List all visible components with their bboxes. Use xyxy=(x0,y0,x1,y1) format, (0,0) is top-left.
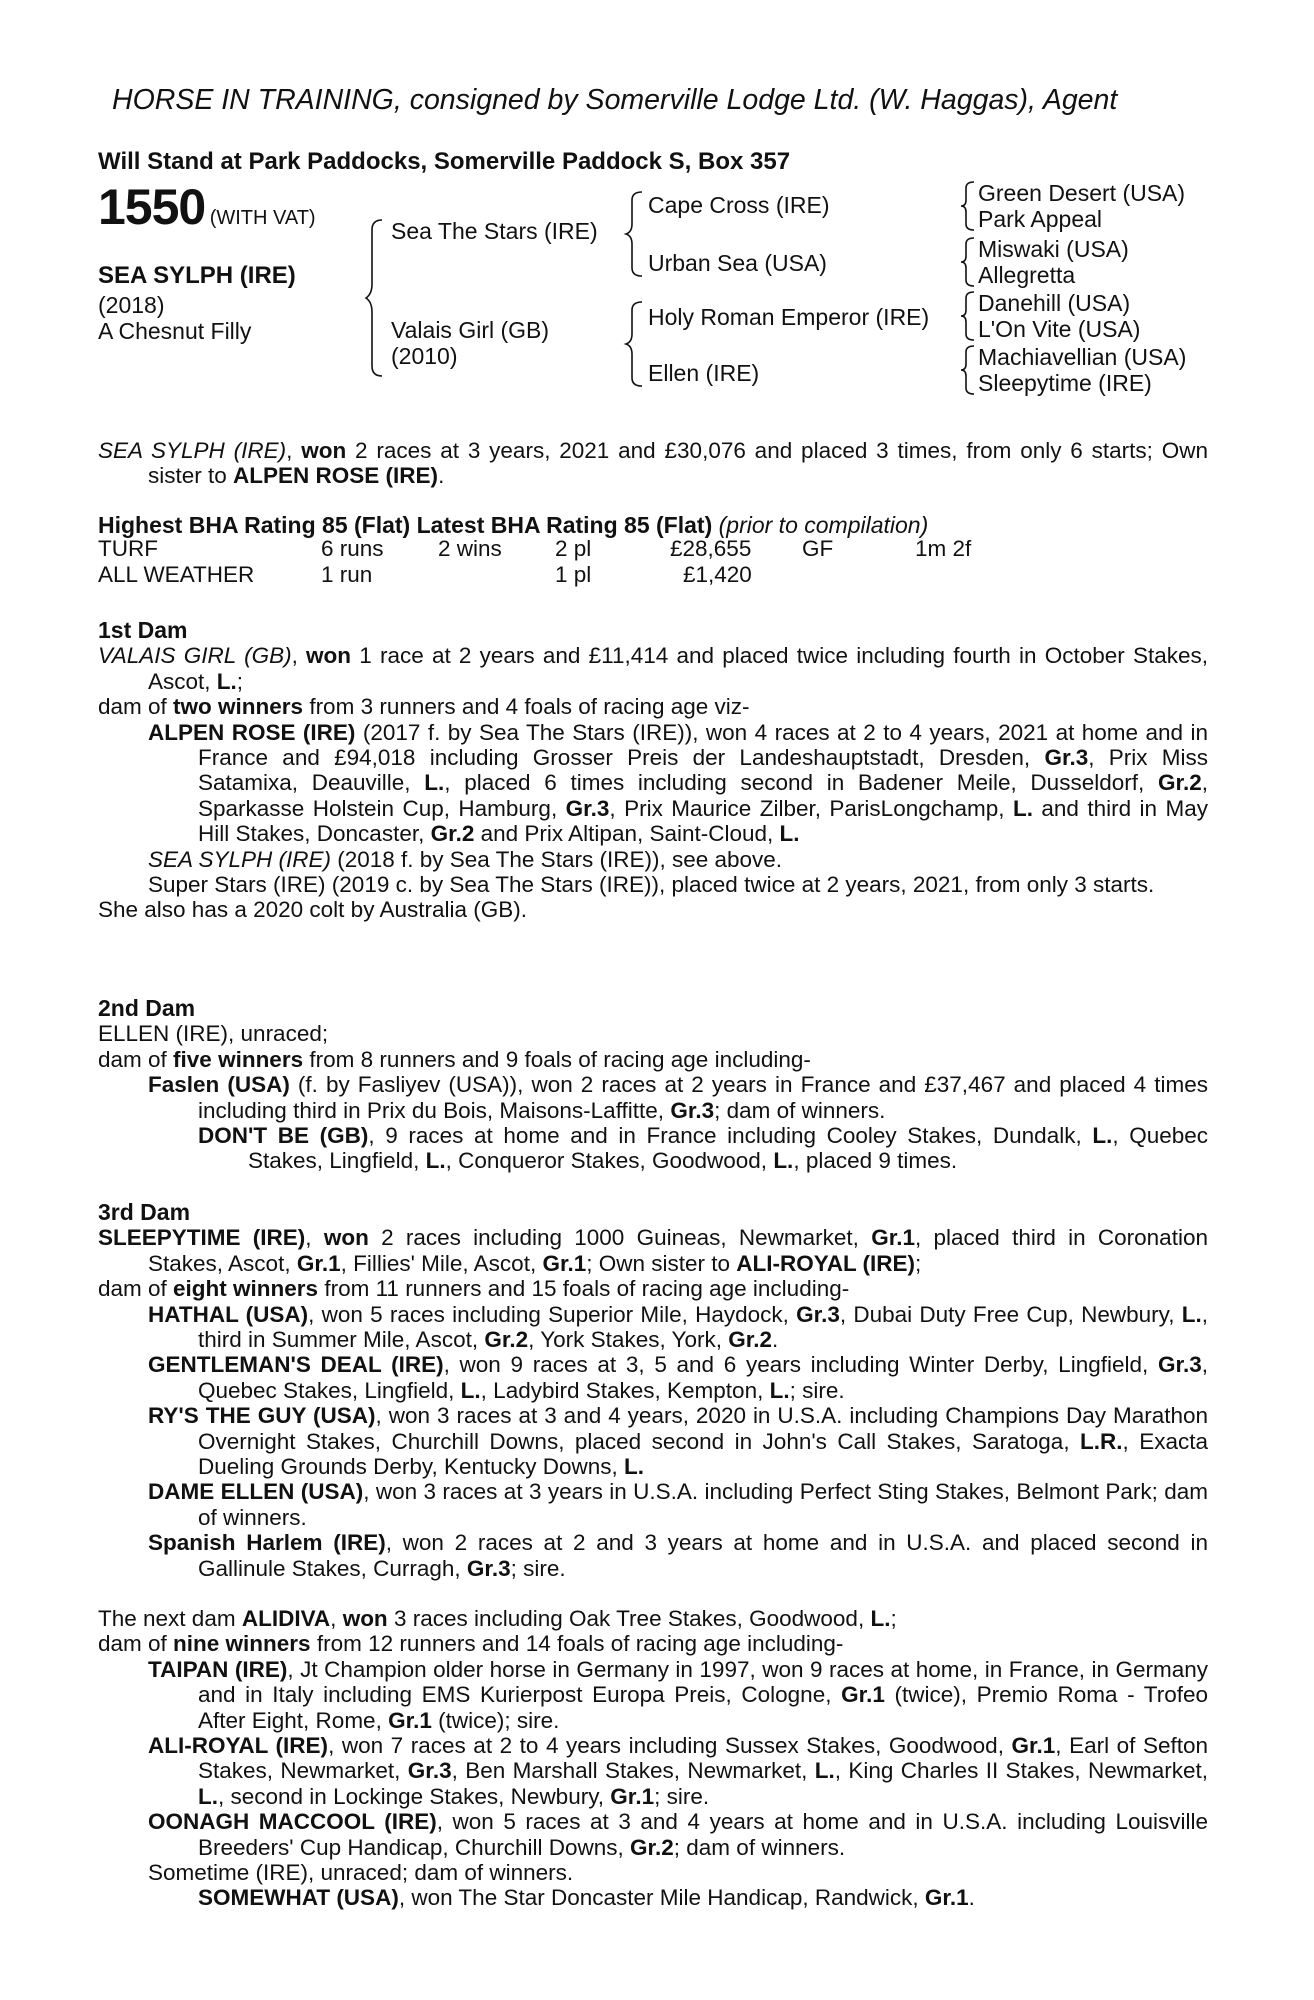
record-text: , won The Star Doncaster Mile Handicap, Randwick, xyxy=(398,1885,925,1911)
lot-number: 1550 xyxy=(98,179,206,235)
progeny-super-stars: Super Stars (IRE) (2019 c. by Sea The Stars (IRE)), placed twice at 2 years, 2021, from only 3 starts. xyxy=(148,872,1155,898)
pedigree-dd-bracket xyxy=(962,344,978,396)
record-text: ; dam of winners. xyxy=(714,1097,886,1123)
record-text: from 3 runners and 4 foals of racing age viz- xyxy=(303,694,750,720)
summary-sister: ALPEN ROSE (IRE) xyxy=(233,463,439,489)
pedigree-sss: Green Desert (USA) xyxy=(978,180,1186,206)
also-note: She also has a 2020 colt by Australia (GB). xyxy=(98,897,527,923)
record-text: dam of xyxy=(98,1631,174,1657)
third-dam-section: 3rd Dam SLEEPYTIME (IRE), won 2 races including 1000 Guineas, Newmarket, Gr.1, placed third in Coronation Stakes, Ascot, Gr.1, Fillies' Mile, Ascot, Gr.1; Own sister to ALI-ROYAL (IRE); dam of eight winners from 11 runners and 15 foals of racing age including- HATHAL (USA), won 5 races including Superior Mile, Haydock, Gr.3, Dubai Duty Free Cup, Newbury, L., third in Summer Mile, Ascot, Gr.2, York Stakes, York, Gr.2. GENTLEMAN'S DEAL (IRE), won 9 races at 3, 5 and 6 years including Winter Derby, Lingfield, Gr.3, Quebec Stakes, Lingfield, L., Ladybird Stakes, Kempton, L.; sire. RY'S THE GUY (USA), won 3 races at 3 and 4 years, 2020 in U.S.A. including Champions Day Marathon Overnight Stakes, Churchill Downs, placed second in John's Call Stakes, Saratoga, L.R., Exacta Dueling Grounds Derby, Kentucky Downs, L. DAME ELLEN (USA), won 3 races at 3 years in U.S.A. including Perfect Sting Stakes, Belmont Park; dam of winners. Spanish Harlem (IRE), won 2 races at 2 and 3 years at home and in U.S.A. and placed second in Gallinule Stakes, Curragh, Gr.3; sire. xyxy=(98,1199,1208,1581)
record-text: , Sparkasse Holstein Cup, Hamburg, xyxy=(198,770,1208,821)
pedigree-dam-dam: Ellen (IRE) xyxy=(648,360,760,386)
rating-distance: 1m 2f xyxy=(915,536,972,561)
winners-count: eight winners xyxy=(173,1276,319,1302)
record-text: , placed third in Coronation Stakes, Ascot, xyxy=(148,1225,1208,1276)
won-label: won xyxy=(342,1606,388,1631)
grade-label: Gr.3 xyxy=(1157,1352,1202,1378)
won-label: won xyxy=(323,1225,369,1251)
record-text: ; Own sister to xyxy=(586,1250,737,1276)
record-text: (2017 f. by Sea The Stars (IRE)), won 4 races at 2 to 4 years, 2021 at home and in France and £94,018 including Grosser Preis der Landeshauptstadt, Dresden, xyxy=(198,719,1208,771)
grade-label: Gr.1 xyxy=(296,1250,341,1276)
record-text: dam of xyxy=(98,1046,174,1072)
progeny-name: TAIPAN (IRE) xyxy=(148,1656,288,1682)
pedigree-main-bracket xyxy=(368,218,388,378)
pedigree-sd-bracket xyxy=(962,236,978,288)
winners-count: five winners xyxy=(173,1046,304,1072)
progeny-faslen xyxy=(98,1072,1208,1123)
record-text: , King Charles II Stakes, Newmarket, xyxy=(834,1758,1208,1784)
progeny-alpen-rose xyxy=(98,720,1208,847)
progeny-somewhat xyxy=(98,1885,1208,1910)
progeny-name: GENTLEMAN'S DEAL (IRE) xyxy=(148,1352,444,1378)
grade-label: L. xyxy=(1181,1301,1202,1327)
rating-surface: TURF xyxy=(98,536,158,561)
grade-label: L. xyxy=(814,1758,835,1784)
pedigree-dam-bracket xyxy=(628,300,648,388)
grade-label: Gr.3 xyxy=(407,1758,452,1784)
summary-horse-name: SEA SYLPH (IRE) xyxy=(98,438,287,463)
rating-placed: 1 pl xyxy=(555,562,592,587)
record-text: (twice); sire. xyxy=(431,1707,560,1733)
grade-label: Gr.3 xyxy=(796,1301,840,1327)
punctuation: ; xyxy=(890,1606,897,1631)
progeny-name: HATHAL (USA) xyxy=(148,1301,309,1327)
progeny-name: OONAGH MACCOOL (IRE) xyxy=(148,1809,437,1835)
grade-label: L. xyxy=(198,1783,218,1809)
stand-location: Will Stand at Park Paddocks, Somerville Paddock S, Box 357 xyxy=(98,148,791,175)
second-dam-title: 2nd Dam xyxy=(98,995,196,1021)
record-text: , Exacta Dueling Grounds Derby, Kentucky Downs, xyxy=(198,1428,1208,1480)
pedigree-sire-dam: Urban Sea (USA) xyxy=(648,250,827,276)
progeny-name: DAME ELLEN (USA) xyxy=(148,1479,364,1505)
second-dam-section xyxy=(98,996,1208,1174)
grade-label: Gr.3 xyxy=(670,1097,715,1123)
grade-label: Gr.2 xyxy=(1157,770,1202,796)
record-text: , won 7 races at 2 to 4 years including Sussex Stakes, Goodwood, xyxy=(328,1733,1012,1759)
pedigree-dam-sire: Holy Roman Emperor (IRE) xyxy=(648,304,930,330)
dam-name: VALAIS GIRL (GB) xyxy=(98,643,292,669)
lot-number-block xyxy=(98,178,316,236)
record-text: , won 9 races at 3, 5 and 6 years including Winter Derby, Lingfield, xyxy=(443,1352,1158,1378)
grade-label: Gr.2 xyxy=(630,1834,674,1860)
progeny-rys-the-guy xyxy=(98,1403,1208,1479)
grade-label: Gr.2 xyxy=(484,1327,529,1353)
grade-label: L. xyxy=(779,821,800,847)
grade-label: Gr.3 xyxy=(1044,745,1089,771)
record-text: , Ben Marshall Stakes, Newmarket, xyxy=(451,1758,815,1784)
record-text: The next dam xyxy=(98,1606,242,1631)
progeny-gentlemans-deal xyxy=(98,1352,1208,1403)
grade-label: Gr.3 xyxy=(466,1555,511,1581)
rating-runs: 6 runs xyxy=(321,536,384,561)
progeny-name: DON'T BE (GB) xyxy=(198,1123,369,1149)
progeny-name: ALI-ROYAL (IRE) xyxy=(148,1733,329,1759)
summary-won: won xyxy=(301,438,347,463)
first-dam-title: 1st Dam xyxy=(98,617,188,643)
pedigree-sire-sire: Cape Cross (IRE) xyxy=(648,192,830,218)
record-text: , York Stakes, York, xyxy=(528,1327,729,1353)
grade-label: L. xyxy=(870,1606,891,1631)
grade-label: Gr.2 xyxy=(430,821,475,847)
grade-label: L. xyxy=(425,1148,446,1174)
rating-note: (prior to compilation) xyxy=(718,512,929,538)
horse-year: (2018) xyxy=(98,292,165,318)
pedigree-sdd: Allegretta xyxy=(978,262,1076,288)
record-text: , placed 6 times including second in Badener Meile, Dusseldorf, xyxy=(444,770,1158,796)
record-text: , Jt Champion older horse in Germany in 1997, won 9 races at home, in France, in Germany and in Italy including EMS Kurierpost Europa Preis, Cologne, xyxy=(198,1656,1208,1708)
record-text: (2018 f. by Sea The Stars (IRE)), see above. xyxy=(330,846,783,872)
dam-line: ELLEN (IRE), unraced; xyxy=(98,1021,329,1047)
progeny-name: RY'S THE GUY (USA) xyxy=(148,1403,376,1429)
rating-wins: 2 wins xyxy=(438,536,502,561)
record-text: , Fillies' Mile, Ascot, xyxy=(340,1250,543,1276)
pedigree-dss: Danehill (USA) xyxy=(978,290,1131,316)
record-text: ; sire. xyxy=(789,1377,845,1403)
record-text: ; sire. xyxy=(654,1783,710,1809)
pedigree-ss-bracket xyxy=(962,180,978,232)
grade-label: L. xyxy=(216,668,237,694)
record-text: 2 races including 1000 Guineas, Newmarket, xyxy=(368,1225,872,1251)
record-text: 3 races including Oak Tree Stakes, Goodwood, xyxy=(387,1606,871,1631)
record-text: 1 race at 2 years and £11,414 and placed twice including fourth in October Stakes, Ascot, xyxy=(148,643,1208,694)
grade-label: L. xyxy=(424,770,445,796)
sibling-name: ALI-ROYAL (IRE) xyxy=(736,1250,916,1276)
rating-prize: £1,420 xyxy=(683,562,752,587)
pedigree-ds-bracket xyxy=(962,290,978,342)
progeny-ali-royal xyxy=(98,1733,1208,1809)
progeny-dame-ellen xyxy=(98,1479,1208,1530)
progeny-spanish-harlem xyxy=(98,1530,1208,1581)
pedigree-ssd: Park Appeal xyxy=(978,206,1103,232)
record-text: , won 3 races at 3 and 4 years, 2020 in U.S.A. including Champions Day Marathon Overnight Stakes, Churchill Downs, placed second in John's Call Stakes, Saratoga, xyxy=(198,1403,1208,1454)
record-text: , won 3 races at 3 years in U.S.A. including Perfect Sting Stakes, Belmont Park; dam of winners. xyxy=(198,1479,1208,1530)
progeny-sea-sylph xyxy=(98,847,1208,872)
grade-label: L. xyxy=(460,1377,481,1403)
record-text: , won 5 races at 3 and 4 years at home and in U.S.A. including Louisville Breeders' Cup Handicap, Churchill Downs, xyxy=(198,1809,1208,1860)
first-dam-section: 1st Dam VALAIS GIRL (GB), won 1 race at 2 years and £11,414 and placed twice including fourth in October Stakes, Ascot, L.; dam of two winners from 3 runners and 4 foals of racing age viz- ALPEN ROSE (IRE) (2017 f. by Sea The Stars (IRE)), won 4 races at 2 to 4 years, 2021 at home and in France and £94,018 including Grosser Preis der Landeshauptstadt, Dresden, Gr.3, Prix Miss Satamixa, Deauville, L., placed 6 times including second in Badener Meile, Dusseldorf, Gr.2, Sparkasse Holstein Cup, Hamburg, Gr.3, Prix Maurice Zilber, ParisLongchamp, L. and third in May Hill Stakes, Doncaster, Gr.2 and Prix Altipan, Saint-Cloud, L. SEA SYLPH (IRE) (2018 f. by Sea The Stars (IRE)), see above. Super Stars (IRE) (2019 c. by Sea The Stars (IRE)), placed twice at 2 years, 2021, from only 3 starts. She also has a 2020 colt by Australia (GB). xyxy=(98,617,1209,923)
summary-paragraph: SEA SYLPH (IRE), won 2 races at 3 years, 2021 and £30,076 and placed 3 times, from only 6 starts; Own sister to ALPEN ROSE (IRE). xyxy=(98,438,1208,489)
punctuation: . xyxy=(772,1327,779,1353)
summary-text: 2 races at 3 years, 2021 and £30,076 and placed 3 times, from only 6 starts; Own sister to xyxy=(148,438,1208,489)
record-text: , Conqueror Stakes, Goodwood, xyxy=(445,1148,774,1174)
record-text: , Prix Miss Satamixa, Deauville, xyxy=(198,745,1209,796)
grade-label: L.R. xyxy=(1080,1428,1123,1454)
pedigree-sire: Sea The Stars (IRE) xyxy=(391,218,598,244)
pedigree-dds: Machiavellian (USA) xyxy=(978,344,1187,370)
grade-label: L. xyxy=(1012,795,1033,821)
record-text: , Quebec Stakes, Lingfield, xyxy=(248,1123,1209,1174)
grade-label: Gr.1 xyxy=(542,1250,587,1276)
record-text: , second in Lockinge Stakes, Newbury, xyxy=(218,1783,611,1809)
record-text: from 12 runners and 14 foals of racing age including- xyxy=(310,1631,844,1657)
progeny-name: SEA SYLPH (IRE) xyxy=(148,846,331,872)
rating-surface: ALL WEATHER xyxy=(98,562,255,587)
rating-runs: 1 run xyxy=(321,562,373,587)
record-text: from 11 runners and 15 foals of racing age including- xyxy=(318,1276,850,1302)
pedigree-sire-bracket xyxy=(628,190,648,278)
pedigree-dsd: L'On Vite (USA) xyxy=(978,316,1141,342)
record-text: and Prix Altipan, Saint-Cloud, xyxy=(474,821,780,847)
record-text: , Earl of Sefton Stakes, Newmarket, xyxy=(198,1733,1208,1784)
horse-description: A Chesnut Filly xyxy=(98,318,252,344)
winners-count: two winners xyxy=(173,694,304,720)
grade-label: Gr.1 xyxy=(841,1682,885,1708)
record-text: , Ladybird Stakes, Kempton, xyxy=(480,1377,770,1403)
winners-count: nine winners xyxy=(173,1631,311,1657)
dam-name: ALIDIVA xyxy=(241,1606,331,1631)
rating-main: Highest BHA Rating 85 (Flat) Latest BHA Rating 85 (Flat) xyxy=(98,512,713,538)
horse-name: SEA SYLPH (IRE) xyxy=(98,262,296,289)
record-text: , Prix Maurice Zilber, ParisLongchamp, xyxy=(609,795,1013,821)
grade-label: Gr.1 xyxy=(1011,1733,1056,1759)
grade-label: Gr.1 xyxy=(871,1225,915,1251)
pedigree-sds: Miswaki (USA) xyxy=(978,236,1129,262)
grade-label: Gr.1 xyxy=(924,1885,969,1911)
grade-label: L. xyxy=(1092,1123,1113,1149)
rating-going: GF xyxy=(802,536,834,561)
punctuation: ; xyxy=(236,668,244,694)
grade-label: L. xyxy=(624,1454,645,1480)
punctuation: . xyxy=(968,1885,975,1911)
record-text: and third in May Hill Stakes, Doncaster, xyxy=(198,795,1208,847)
dam-name: SLEEPYTIME (IRE) xyxy=(98,1225,306,1251)
progeny-taipan xyxy=(98,1657,1208,1733)
progeny-name: Faslen (USA) xyxy=(148,1072,290,1098)
record-text: , won 5 races including Superior Mile, Haydock, xyxy=(308,1301,797,1327)
summary-end: . xyxy=(438,463,445,489)
record-text: ; sire. xyxy=(510,1555,566,1581)
record-text: , Quebec Stakes, Lingfield, xyxy=(198,1352,1208,1403)
record-text: dam of xyxy=(98,694,174,720)
rating-placed: 2 pl xyxy=(555,536,592,561)
grade-label: Gr.1 xyxy=(610,1783,655,1809)
progeny-dont-be xyxy=(98,1123,1208,1174)
record-text: (twice), Premio Roma - Trofeo After Eight, Rome, xyxy=(198,1682,1208,1733)
progeny-name: Spanish Harlem (IRE) xyxy=(148,1530,386,1556)
progeny-hathal xyxy=(98,1302,1208,1353)
grade-label: Gr.3 xyxy=(565,795,610,821)
grade-label: Gr.1 xyxy=(388,1707,432,1733)
pedigree-ddd: Sleepytime (IRE) xyxy=(978,370,1152,396)
record-text: , 9 races at home and in France including Cooley Stakes, Dundalk, xyxy=(368,1123,1093,1149)
grade-label: L. xyxy=(769,1377,790,1403)
pedigree-dam-year: (2010) xyxy=(391,343,458,369)
record-text: from 8 runners and 9 foals of racing age including- xyxy=(303,1046,811,1072)
won-label: won xyxy=(306,643,352,669)
pedigree-dam: Valais Girl (GB) xyxy=(391,317,550,343)
grade-label: L. xyxy=(773,1148,794,1174)
progeny-name: SOMEWHAT (USA) xyxy=(198,1885,399,1911)
record-text: (f. by Fasliyev (USA)), won 2 races at 2 years in France and £37,467 and placed 4 times including third in Prix du Bois, Maisons-Laffitte, xyxy=(198,1072,1208,1123)
third-dam-title: 3rd Dam xyxy=(98,1199,191,1225)
record-text: , third in Summer Mile, Ascot, xyxy=(198,1301,1208,1353)
consignor-header: HORSE IN TRAINING, consigned by Somerville Lodge Ltd. (W. Haggas), Agent xyxy=(112,84,1118,116)
rating-line xyxy=(98,512,928,538)
progeny-oonagh-maccool xyxy=(98,1809,1208,1860)
record-text: , Dubai Duty Free Cup, Newbury, xyxy=(839,1301,1182,1327)
next-dam-section xyxy=(98,1606,1208,1911)
record-text: , placed 9 times. xyxy=(793,1148,958,1174)
punctuation: ; xyxy=(915,1250,922,1276)
punctuation: , xyxy=(330,1606,343,1631)
record-text: dam of xyxy=(98,1276,174,1302)
rating-prize: £28,655 xyxy=(670,536,752,561)
vat-note: (WITH VAT) xyxy=(209,207,316,229)
grade-label: Gr.2 xyxy=(728,1327,773,1353)
progeny-name: ALPEN ROSE (IRE) xyxy=(148,719,356,745)
record-text: , won 2 races at 2 and 3 years at home and in U.S.A. and placed second in Gallinule Stakes, Curragh, xyxy=(198,1530,1208,1581)
record-text: ; dam of winners. xyxy=(673,1834,846,1860)
progeny-sometime: Sometime (IRE), unraced; dam of winners. xyxy=(148,1860,574,1886)
